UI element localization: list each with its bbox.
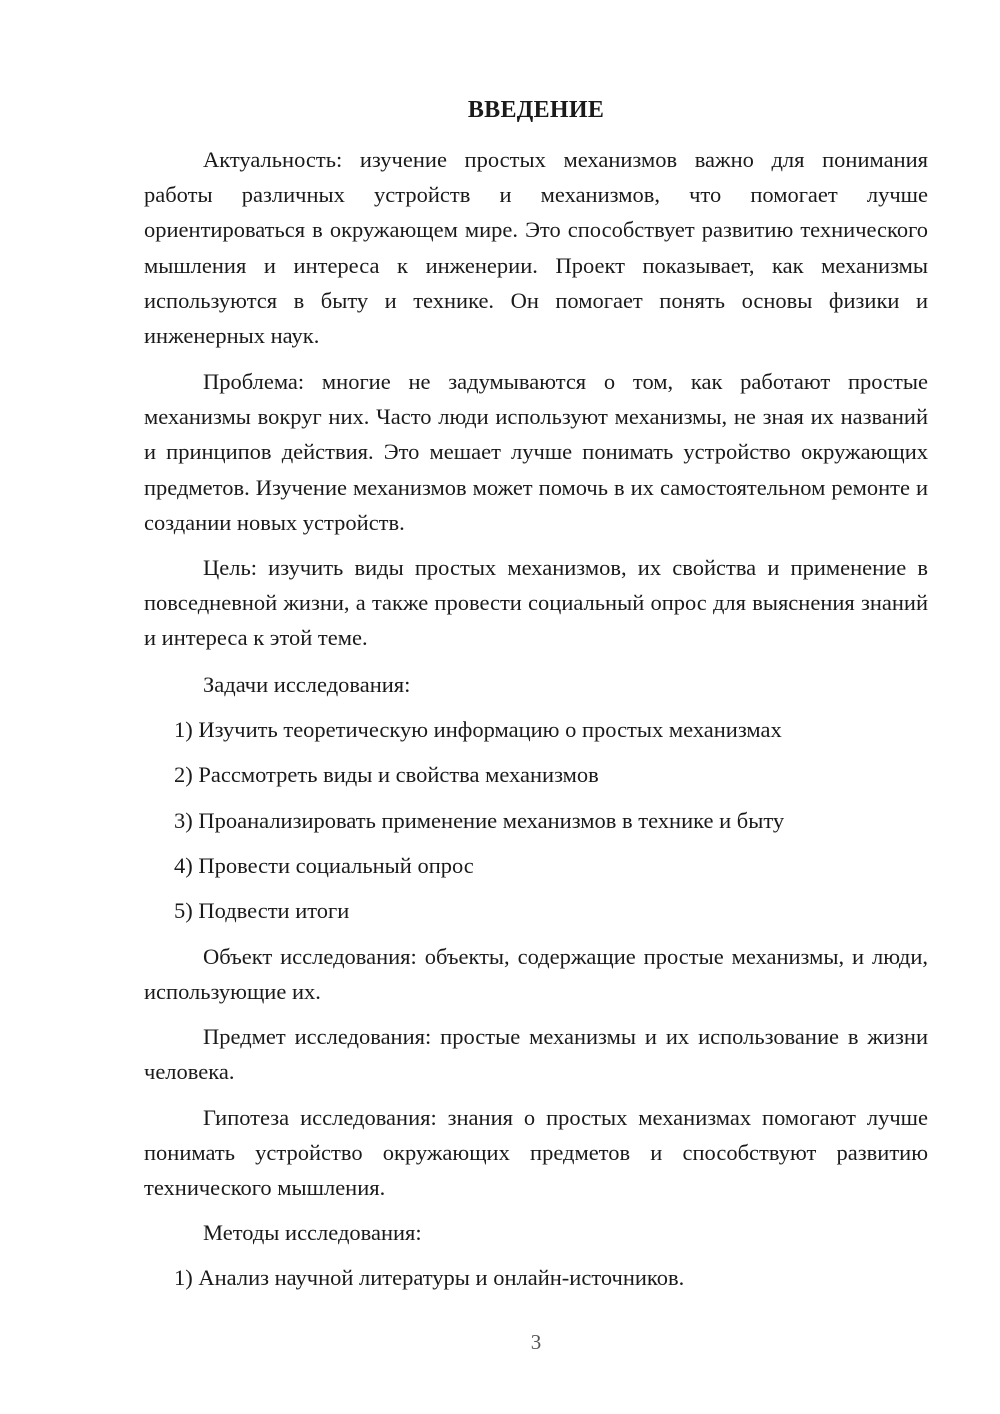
paragraph-hypothesis: Гипотеза исследования: знания о простых механизмах помогают лучше понимать устройство окружающих предметов и способствуют развитию технического мышления. — [144, 1105, 928, 1201]
task-item: 3) Проанализировать применение механизмов в технике и быту — [174, 808, 785, 833]
methods-heading: Методы исследования: — [203, 1220, 422, 1245]
task-item: 5) Подвести итоги — [174, 898, 350, 923]
paragraph-goal: Цель: изучить виды простых механизмов, их свойства и применение в повседневной жизни, а также провести социальный опрос для выяснения знаний и интереса к этой теме. — [144, 555, 928, 651]
paragraph-problem: Проблема: многие не задумываются о том, как работают простые механизмы вокруг них. Часто люди используют механизмы, не зная их названий и принципов действия. Это мешает лучше понимать устройство окружающих предметов. Изучение механизмов может помочь в их самостоятельном ремонте и создании новых устройств. — [144, 369, 928, 535]
page-title: ВВЕДЕНИЕ — [467, 97, 605, 123]
page-number: 3 — [530, 1330, 542, 1354]
tasks-heading: Задачи исследования: — [203, 672, 411, 697]
task-item: 4) Провести социальный опрос — [174, 853, 474, 878]
method-item: 1) Анализ научной литературы и онлайн-источников. — [174, 1265, 685, 1290]
task-item: 1) Изучить теоретическую информацию о простых механизмах — [174, 717, 782, 742]
task-item: 2) Рассмотреть виды и свойства механизмов — [174, 762, 599, 787]
paragraph-subject: Предмет исследования: простые механизмы и их использование в жизни человека. — [144, 1024, 928, 1085]
paragraph-object: Объект исследования: объекты, содержащие простые механизмы, и люди, использующие их. — [144, 944, 928, 1005]
paragraph-relevance: Актуальность: изучение простых механизмов важно для понимания работы различных устройств и механизмов, что помогает лучше ориентироваться в окружающем мире. Это способствует развитию технического мышления и интереса к инженерии. Проект показывает, как механизмы используются в быту и технике. Он помогает понять основы физики и инженерных наук. — [144, 147, 928, 349]
